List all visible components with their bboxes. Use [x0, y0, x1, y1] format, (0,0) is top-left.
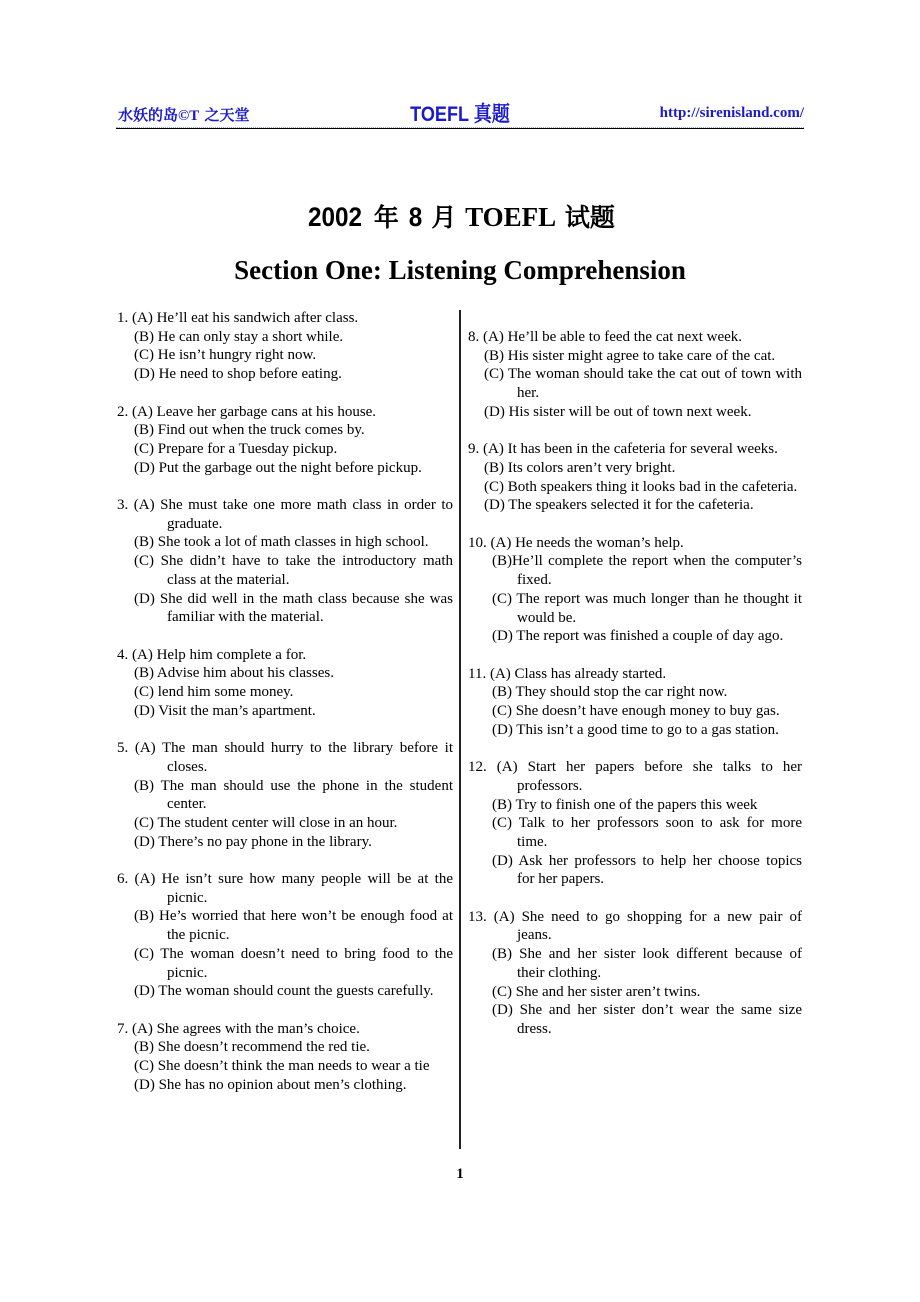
option-text: (C) He isn’t hungry right now. [134, 347, 317, 364]
question-item [468, 665, 802, 740]
header-title: TOEFL 真题 [410, 103, 510, 126]
question-item [468, 758, 802, 889]
question-item [117, 739, 453, 851]
answer-option [117, 590, 453, 627]
question-item [117, 870, 453, 1001]
option-text: (C) Talk to her professors soon to ask for more time. [492, 815, 802, 850]
option-text: (D) The speakers selected it for the cafeteria. [484, 497, 754, 514]
header-rule [116, 128, 804, 129]
site-name-cn2: 之天堂 [199, 106, 250, 124]
option-text: (D) He need to shop before eating. [134, 366, 342, 383]
question-number: 5. [117, 740, 129, 757]
answer-option [117, 646, 453, 665]
answer-option [117, 496, 453, 533]
option-text: (D) She did well in the math class because she was familiar with the material. [134, 590, 453, 626]
question-number: 11. [468, 665, 487, 682]
question-item [117, 309, 453, 384]
option-text: (D) Put the garbage out the night before pickup. [134, 459, 422, 476]
question-item [117, 646, 453, 721]
page-number: 1 [456, 1166, 464, 1182]
answer-option [468, 908, 802, 945]
answer-option [117, 945, 453, 982]
answer-option [468, 590, 802, 627]
option-text: (B) They should stop the car right now. [492, 684, 728, 701]
option-text: (B) He’s worried that here won’t be enough food at the picnic. [134, 908, 453, 944]
section-title: Section One: Listening Comprehension [234, 255, 686, 285]
option-text: (A) She must take one more math class in order to graduate. [133, 497, 453, 532]
option-text: (D) She and her sister don’t wear the same size dress. [492, 1002, 802, 1037]
answer-option [468, 552, 802, 589]
answer-option [468, 796, 802, 815]
option-text: (C) She doesn’t have enough money to buy gas. [492, 703, 780, 720]
answer-option [117, 365, 453, 384]
option-text: (A) He isn’t sure how many people will be at the picnic. [134, 871, 453, 906]
option-text: (A) Help him complete a for. [132, 646, 307, 663]
answer-option [468, 1001, 802, 1038]
option-text: (A) He needs the woman’s help. [490, 534, 684, 551]
option-text: (C) She and her sister aren’t twins. [492, 983, 701, 1000]
site-name-cn: 水妖的岛 [118, 106, 179, 124]
question-number: 13. [468, 908, 487, 925]
option-text: (C) Both speakers thing it looks bad in the cafeteria. [484, 478, 798, 495]
question-number: 9. [468, 441, 480, 458]
question-number: 8. [468, 329, 480, 345]
answer-option [117, 440, 453, 459]
answer-option [117, 777, 453, 814]
option-text: (A) It has been in the cafeteria for several weeks. [483, 441, 778, 458]
answer-option [468, 459, 802, 478]
answer-option [117, 1038, 453, 1057]
question-item [468, 534, 802, 646]
answer-option [117, 833, 453, 852]
title-year: 2002 [308, 202, 363, 232]
answer-option [468, 721, 802, 740]
question-number: 1. [117, 310, 129, 326]
question-number: 6. [117, 871, 129, 888]
option-text: (B) She doesn’t recommend the red tie. [134, 1039, 370, 1056]
option-text: (B) Advise him about his classes. [134, 665, 334, 682]
question-number: 12. [468, 759, 487, 776]
title-cn-month: 月 [422, 203, 466, 232]
option-text: (D) The woman should count the guests carefully. [134, 983, 434, 1000]
question-number: 2. [117, 403, 129, 420]
answer-option [468, 852, 802, 889]
option-text: (D) She has no opinion about men’s clothing. [134, 1076, 407, 1093]
answer-option [117, 907, 453, 944]
answer-option [468, 702, 802, 721]
answer-option [117, 459, 453, 478]
answer-option [117, 1076, 453, 1095]
answer-option [117, 982, 453, 1001]
option-text: (C) The woman should take the cat out of town with her. [484, 366, 802, 402]
option-text: (A) Start her papers before she talks to her professors. [496, 759, 803, 794]
answer-option [117, 1020, 453, 1039]
title-month: 8 [408, 202, 422, 232]
answer-option [468, 403, 802, 422]
answer-option [468, 627, 802, 646]
option-text: (A) He’ll eat his sandwich after class. [132, 310, 359, 326]
option-text: (C) The woman doesn’t need to bring food to the picnic. [134, 945, 453, 981]
answer-option [468, 683, 802, 702]
document-title [0, 198, 920, 234]
answer-option [468, 347, 802, 366]
answer-option [468, 758, 802, 795]
question-item [468, 440, 802, 515]
option-text: (B)He’ll complete the report when the computer’s fixed. [492, 553, 802, 589]
answer-option [468, 328, 802, 347]
option-text: (A) She agrees with the man’s choice. [132, 1020, 360, 1037]
column-divider [459, 310, 461, 1149]
option-text: (D) His sister will be out of town next week. [484, 403, 752, 420]
answer-option [468, 665, 802, 684]
site-mark: ©T [178, 108, 200, 124]
questions-left-column [117, 309, 453, 1113]
question-item [117, 403, 453, 478]
answer-option [117, 309, 453, 328]
title-exam: TOEFL [465, 202, 557, 232]
option-text: (B) He can only stay a short while. [134, 328, 344, 345]
answer-option [117, 1057, 453, 1076]
option-text: (A) Leave her garbage cans at his house. [132, 403, 377, 420]
option-text: (C) Prepare for a Tuesday pickup. [134, 440, 338, 457]
answer-option [468, 365, 802, 402]
site-url[interactable]: http://sirenisland.com/ [659, 105, 804, 121]
option-text: (D) The report was finished a couple of day ago. [492, 628, 784, 645]
answer-option [468, 496, 802, 515]
answer-option [468, 534, 802, 553]
question-number: 3. [117, 497, 129, 513]
option-text: (D) Visit the man’s apartment. [134, 702, 316, 719]
option-text: (C) The student center will close in an hour. [134, 814, 398, 831]
answer-option [468, 945, 802, 982]
option-text: (A) He’ll be able to feed the cat next week. [483, 329, 743, 345]
question-number: 4. [117, 646, 129, 663]
answer-option [117, 346, 453, 365]
option-text: (D) Ask her professors to help her choose topics for her papers. [492, 852, 802, 888]
option-text: (C) She didn’t have to take the introductory math class at the material. [134, 553, 453, 588]
option-text: (B) Try to finish one of the papers this week [492, 796, 758, 813]
question-number: 7. [117, 1020, 129, 1037]
option-text: (B) Find out when the truck comes by. [134, 422, 365, 439]
answer-option [117, 328, 453, 347]
option-text: (A) Class has already started. [489, 665, 667, 682]
option-text: (C) The report was much longer than he thought it would be. [492, 590, 802, 626]
answer-option [117, 814, 453, 833]
answer-option [117, 702, 453, 721]
questions-right-column [468, 328, 802, 1057]
title-cn-year: 年 [365, 203, 408, 232]
option-text: (B) She and her sister look different because of their clothing. [492, 946, 802, 981]
answer-option [468, 814, 802, 851]
answer-option [117, 421, 453, 440]
question-item [117, 1020, 453, 1095]
page-header [116, 100, 804, 126]
option-text: (B) She took a lot of math classes in high school. [134, 534, 429, 551]
option-text: (C) She doesn’t think the man needs to wear a tie [134, 1058, 430, 1075]
answer-option [117, 403, 453, 422]
option-text: (B) Its colors aren’t very bright. [484, 459, 676, 476]
question-item [117, 496, 453, 627]
answer-option [468, 478, 802, 497]
question-item [468, 908, 802, 1039]
answer-option [468, 983, 802, 1002]
title-cn-suffix: 试题 [556, 203, 615, 232]
answer-option [117, 739, 453, 776]
option-text: (D) This isn’t a good time to go to a gas station. [492, 721, 779, 738]
option-text: (A) The man should hurry to the library before it closes. [134, 740, 453, 775]
option-text: (C) lend him some money. [134, 684, 294, 701]
question-item [468, 328, 802, 422]
answer-option [117, 870, 453, 907]
answer-option [117, 664, 453, 683]
option-text: (A) She need to go shopping for a new pair of jeans. [493, 908, 802, 944]
answer-option [117, 683, 453, 702]
answer-option [117, 552, 453, 589]
question-number: 10. [468, 534, 487, 551]
answer-option [468, 440, 802, 459]
option-text: (B) His sister might agree to take care of the cat. [484, 347, 776, 364]
option-text: (B) The man should use the phone in the student center. [134, 777, 453, 813]
option-text: (D) There’s no pay phone in the library. [134, 833, 372, 850]
answer-option [117, 533, 453, 552]
